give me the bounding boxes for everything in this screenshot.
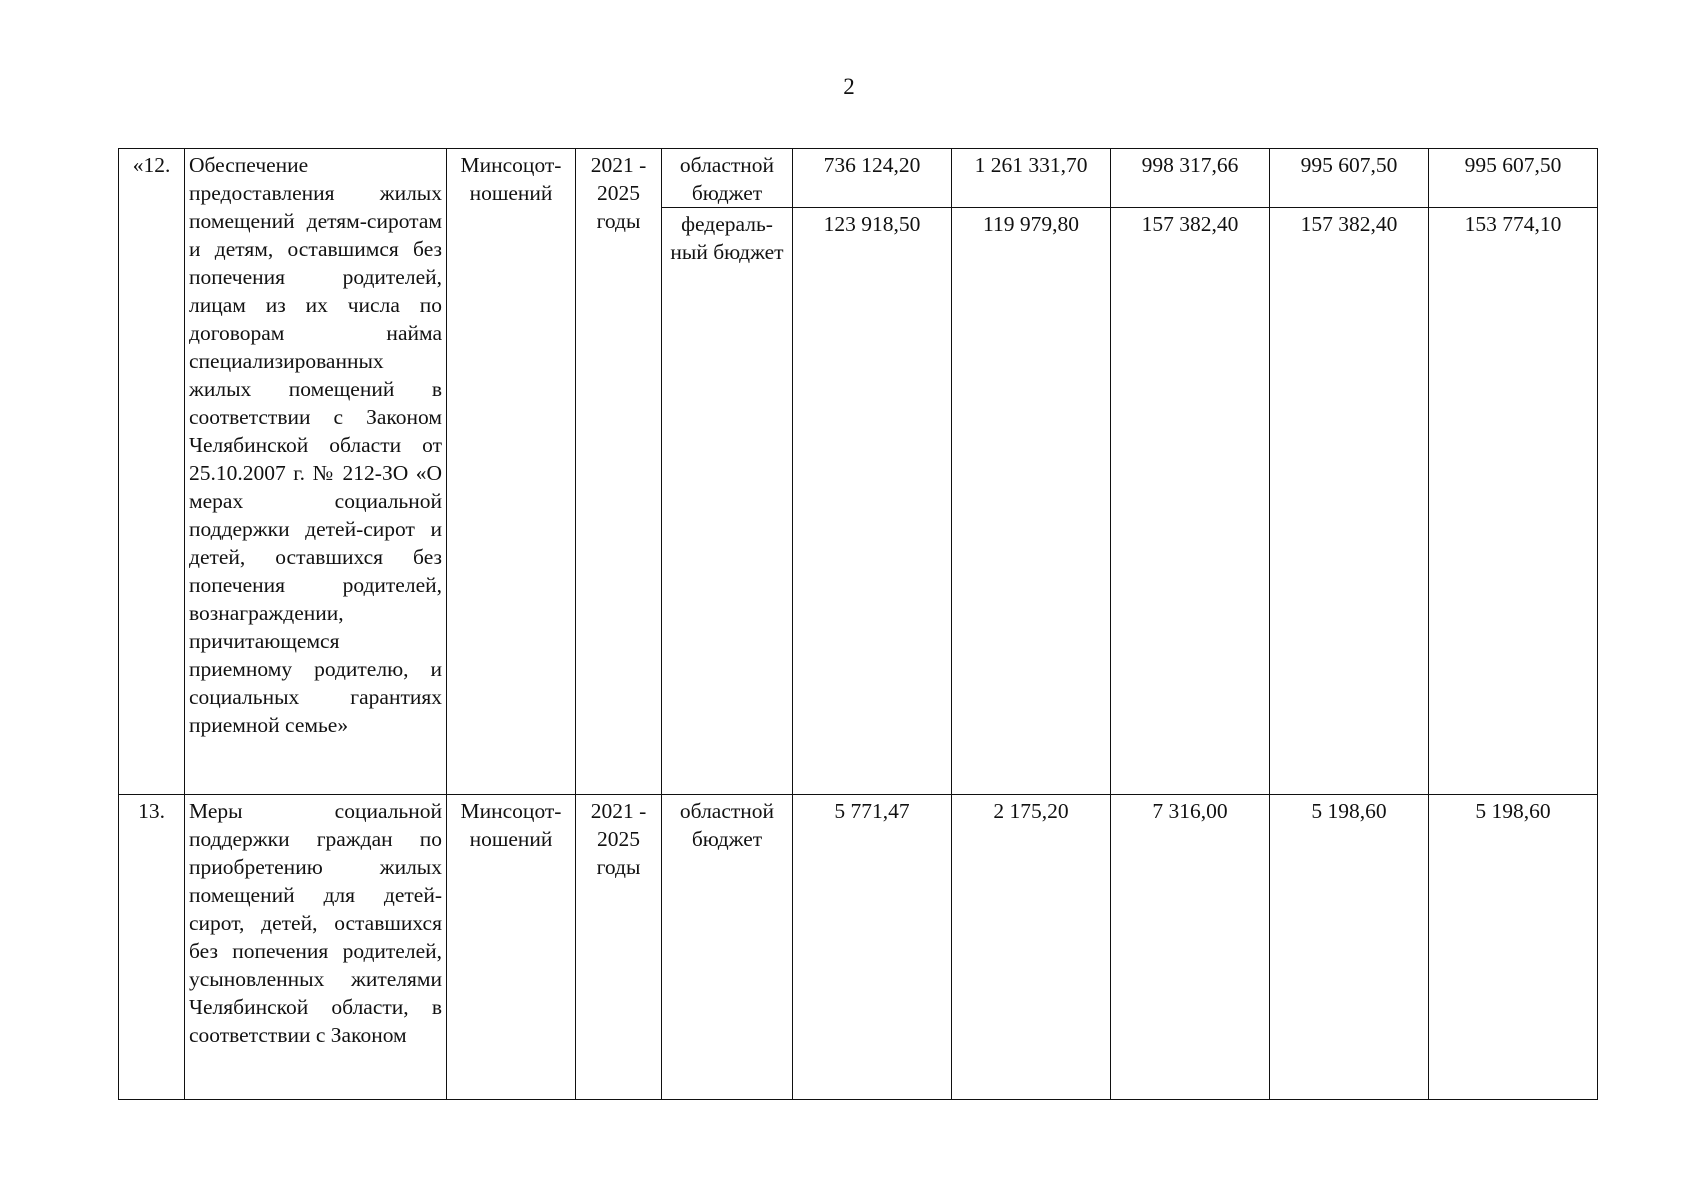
measure-name: Обеспечение предоставления жилых помещений детям-сиротам и детям, оставшимся без попечения родителей, лицам из их числа по договорам найма специализированных жилых помещений в соответствии с Законом Челябинской области от 25.10.2007 г. № 212-ЗО «О мерах социальной поддержки детей-сирот и детей, оставшихся без попечения родителей, вознаграждении, причитающемся приемному родителю, и социальных гарантиях приемной семье» [185,149,447,795]
amount-cell: 2 175,20 [952,795,1111,1100]
amount-cell: 157 382,40 [1270,208,1429,795]
period: 2021 - 2025 годы [576,149,662,795]
funding-source: областной бюджет [662,149,793,208]
amount-cell: 998 317,66 [1111,149,1270,208]
table-row [119,149,1598,208]
page-number: 2 [843,74,855,99]
measure-name: Меры социальной поддержки граждан по приобретению жилых помещений для детей-сирот, детей, оставшихся без попечения родителей, усыновленных жителями Челябинской области, в соответствии с Законом [185,795,447,1100]
period: 2021 - 2025 годы [576,795,662,1100]
amount-cell: 123 918,50 [793,208,952,795]
amount-cell: 736 124,20 [793,149,952,208]
table-row [119,795,1598,1100]
amount-cell: 7 316,00 [1111,795,1270,1100]
amount-cell: 995 607,50 [1429,149,1598,208]
funding-source: областной бюджет [662,795,793,1100]
amount-cell: 157 382,40 [1111,208,1270,795]
executor: Минсоцот-ношений [447,795,576,1100]
row-number: 13. [119,795,185,1100]
amount-cell: 5 198,60 [1270,795,1429,1100]
budget-table [118,148,1598,1100]
amount-cell: 1 261 331,70 [952,149,1111,208]
funding-source: федераль-ный бюджет [662,208,793,795]
amount-cell: 119 979,80 [952,208,1111,795]
row-number: «12. [119,149,185,795]
amount-cell: 995 607,50 [1270,149,1429,208]
amount-cell: 153 774,10 [1429,208,1598,795]
amount-cell: 5 771,47 [793,795,952,1100]
executor: Минсоцот-ношений [447,149,576,795]
amount-cell: 5 198,60 [1429,795,1598,1100]
